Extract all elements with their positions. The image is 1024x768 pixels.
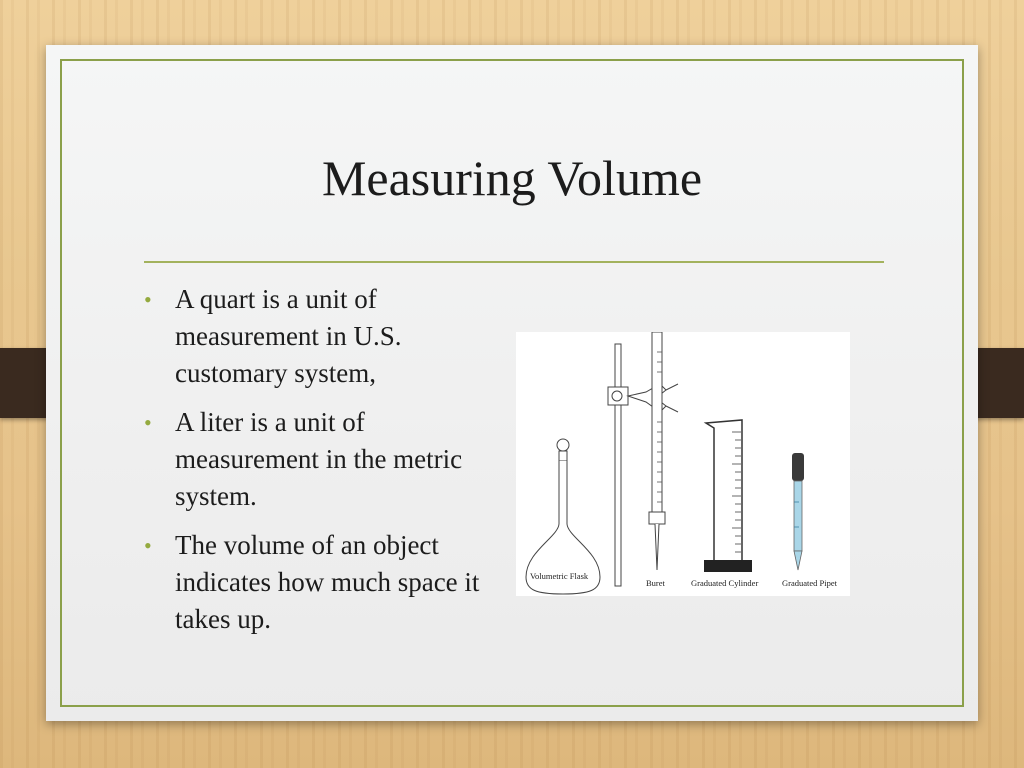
bullet-text: The volume of an object indicates how much space it takes up. [175,530,480,634]
glassware-illustration [516,332,850,596]
slide-title: Measuring Volume [321,150,703,206]
bullet-item [141,281,501,392]
bullet-dot-icon: • [144,410,152,435]
bullet-text: A quart is a unit of measurement in U.S. customary system, [175,284,402,388]
graduated-pipet-label: Graduated Pipet [782,578,837,588]
graduated-cylinder-label: Graduated Cylinder [691,578,759,588]
bullet-item [141,404,501,515]
bullet-dot-icon: • [144,287,152,312]
slide-card [46,45,978,721]
graduated-cylinder-icon [704,420,752,572]
volumetric-flask-label: Volumetric Flask [530,571,589,581]
buret-label: Buret [646,578,665,588]
title-divider [144,261,884,263]
buret-icon [649,332,665,570]
bullet-dot-icon: • [144,533,152,558]
bullet-text: A liter is a unit of measurement in the metric system. [175,407,463,511]
bullet-item [141,527,501,638]
graduated-pipet-icon [792,453,804,570]
lab-glassware-figure [516,332,850,596]
bullet-list [141,281,501,650]
stand-rod-icon [615,344,621,586]
